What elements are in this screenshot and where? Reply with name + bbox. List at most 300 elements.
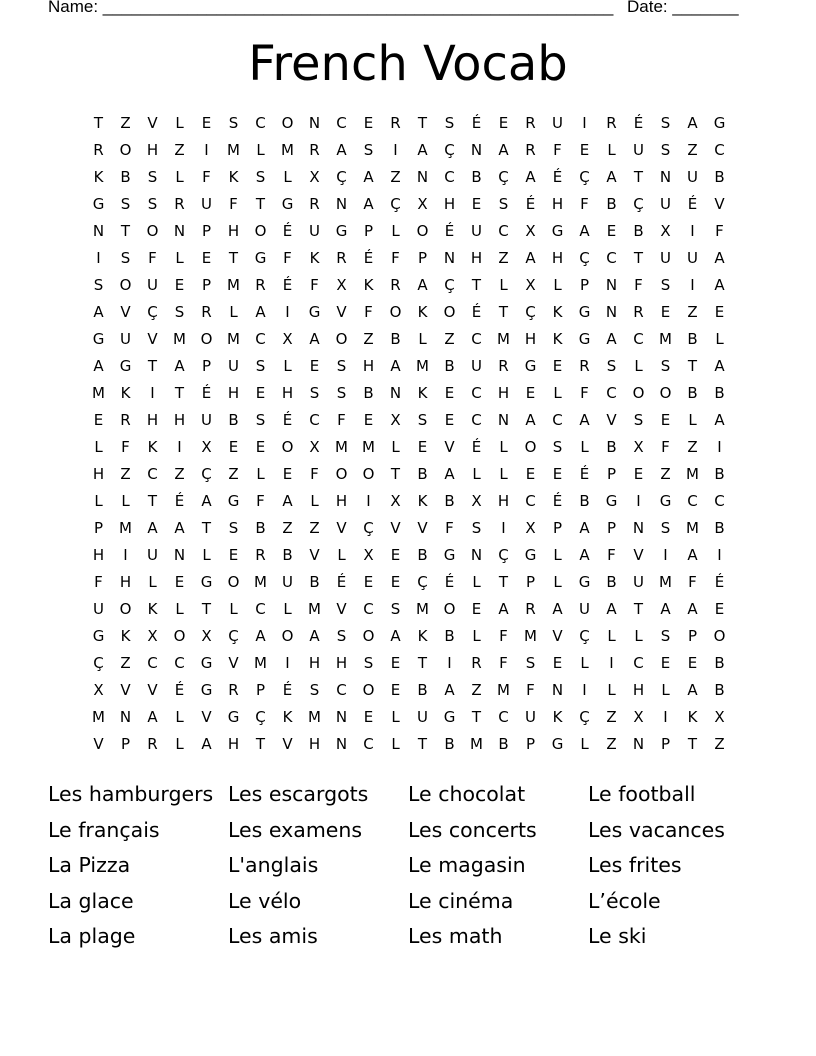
grid-letter: B [417,681,428,699]
grid-letter: Z [120,114,131,132]
grid-letter: S [93,276,104,294]
grid-letter: G [443,546,456,564]
grid-letter: A [174,519,185,537]
grid-letter: C [687,492,698,510]
grid-letter: G [578,303,591,321]
grid-letter: L [148,573,157,591]
grid-letter: E [255,438,266,456]
grid-letter: T [633,600,644,618]
word-list-item: Le cinéma [408,888,514,913]
grid-letter: I [501,519,506,537]
grid-letter: C [552,411,563,429]
grid-letter: T [147,492,158,510]
grid-letter: E [525,465,536,483]
grid-letter: G [551,222,564,240]
grid-letter: L [229,600,238,618]
grid-letter: X [282,330,293,348]
grid-letter: X [363,546,374,564]
grid-letter: E [390,546,401,564]
grid-letter: P [201,357,212,375]
grid-letter: S [471,519,482,537]
grid-letter: V [336,303,347,321]
grid-letter: Z [687,303,698,321]
grid-letter: N [632,519,645,537]
grid-letter: É [714,573,725,591]
grid-letter: O [335,465,348,483]
grid-letter: S [660,276,671,294]
grid-letter: E [660,411,671,429]
grid-letter: S [498,195,509,213]
grid-letter: M [308,708,321,726]
grid-letter: M [308,600,321,618]
grid-letter: C [471,384,482,402]
grid-letter: R [255,546,266,564]
grid-letter: Ç [228,627,239,645]
grid-row [85,164,733,191]
grid-row [85,515,733,542]
grid-letter: U [417,708,428,726]
grid-row [85,542,733,569]
grid-letter: U [579,600,590,618]
grid-letter: E [93,411,104,429]
grid-letter: O [119,600,132,618]
grid-letter: I [204,141,209,159]
grid-letter: V [147,330,158,348]
grid-letter: Z [390,168,401,186]
grid-letter: N [551,681,564,699]
grid-letter: A [201,492,212,510]
grid-letter: T [633,249,644,267]
grid-letter: U [687,168,698,186]
grid-letter: E [498,114,509,132]
grid-letter: E [363,114,374,132]
grid-letter: P [660,735,671,753]
grid-letter: B [417,546,428,564]
word-list-item: Les frites [588,853,682,878]
grid-letter: A [390,627,401,645]
grid-letter: E [363,708,374,726]
grid-letter: Ç [93,654,104,672]
grid-letter: P [417,249,428,267]
grid-letter: Ç [201,465,212,483]
grid-row [85,137,733,164]
grid-letter: F [229,195,238,213]
grid-letter: X [525,276,536,294]
grid-letter: A [444,681,455,699]
grid-letter: E [228,546,239,564]
grid-letter: A [579,222,590,240]
grid-letter: E [552,654,563,672]
grid-letter: P [363,222,374,240]
grid-letter: É [687,195,698,213]
grid-letter: C [363,735,374,753]
grid-letter: S [660,627,671,645]
grid-letter: L [472,573,481,591]
grid-letter: C [498,222,509,240]
word-list-item: Les concerts [408,817,537,842]
grid-letter: E [390,654,401,672]
grid-letter: G [551,735,564,753]
grid-letter: E [687,654,698,672]
grid-letter: A [714,276,725,294]
grid-row [85,272,733,299]
grid-letter: E [363,573,374,591]
grid-letter: Z [660,465,671,483]
grid-letter: A [147,708,158,726]
grid-letter: N [659,168,672,186]
grid-letter: T [201,519,212,537]
grid-letter: C [309,411,320,429]
grid-letter: N [335,195,348,213]
grid-letter: Ç [363,519,374,537]
grid-letter: L [175,600,184,618]
grid-row [85,380,733,407]
grid-letter: S [606,357,617,375]
grid-letter: K [417,384,428,402]
grid-row [85,326,733,353]
grid-letter: T [120,222,131,240]
grid-letter: R [498,357,509,375]
grid-letter: E [552,357,563,375]
header-line [48,0,748,21]
grid-letter: E [579,141,590,159]
grid-letter: A [93,357,104,375]
grid-letter: F [580,384,589,402]
grid-letter: V [336,600,347,618]
grid-letter: O [443,600,456,618]
grid-letter: G [200,573,213,591]
grid-letter: A [687,681,698,699]
grid-letter: R [525,600,536,618]
grid-letter: C [174,654,185,672]
grid-letter: S [336,627,347,645]
grid-letter: G [443,708,456,726]
grid-letter: S [363,654,374,672]
grid-letter: L [391,438,400,456]
grid-letter: B [282,546,293,564]
grid-letter: K [228,168,239,186]
grid-letter: H [227,222,240,240]
grid-letter: O [713,627,726,645]
word-list-item: Le ski [588,924,647,949]
grid-letter: G [659,492,672,510]
grid-letter: I [150,384,155,402]
grid-letter: A [687,546,698,564]
grid-letter: X [660,222,671,240]
word-list-item: Les escargots [228,782,369,806]
grid-letter: F [688,573,697,591]
grid-letter: M [659,573,672,591]
grid-letter: M [416,357,429,375]
grid-letter: V [336,519,347,537]
grid-row [85,569,733,596]
grid-letter: I [663,546,668,564]
grid-letter: T [687,735,698,753]
grid-letter: O [200,330,213,348]
grid-letter: E [525,384,536,402]
grid-letter: E [660,303,671,321]
grid-letter: M [524,627,537,645]
grid-letter: F [202,168,211,186]
grid-letter: L [283,168,292,186]
grid-letter: A [498,141,509,159]
grid-letter: C [444,168,455,186]
grid-letter: F [310,465,319,483]
grid-letter: R [525,114,536,132]
grid-letter: M [686,465,699,483]
grid-letter: Ç [255,708,266,726]
grid-letter: H [227,384,240,402]
grid-letter: L [256,141,265,159]
grid-letter: B [714,681,725,699]
grid-letter: L [121,492,130,510]
grid-letter: L [472,465,481,483]
grid-letter: K [417,627,428,645]
grid-letter: U [228,357,239,375]
grid-letter: H [497,384,510,402]
grid-letter: E [471,600,482,618]
grid-letter: S [552,438,563,456]
grid-letter: F [283,249,292,267]
grid-letter: F [607,546,616,564]
grid-letter: F [337,411,346,429]
grid-letter: G [578,573,591,591]
grid-letter: G [227,492,240,510]
grid-letter: S [228,519,239,537]
grid-letter: I [582,681,587,699]
grid-letter: K [687,708,698,726]
grid-letter: Z [282,519,293,537]
grid-letter: M [335,438,348,456]
grid-letter: X [336,276,347,294]
grid-letter: B [309,573,320,591]
grid-letter: G [578,330,591,348]
grid-letter: R [471,654,482,672]
grid-letter: K [552,708,563,726]
grid-letter: U [93,600,104,618]
grid-letter: B [579,492,590,510]
grid-letter: S [228,114,239,132]
grid-letter: T [471,276,482,294]
grid-letter: L [634,357,643,375]
grid-row [85,461,733,488]
grid-letter: R [309,141,320,159]
grid-letter: K [282,708,293,726]
grid-letter: U [282,573,293,591]
grid-letter: Z [471,681,482,699]
grid-letter: P [120,735,131,753]
grid-letter: H [497,492,510,510]
grid-letter: N [335,735,348,753]
grid-letter: Ç [498,168,509,186]
grid-letter: P [606,519,617,537]
grid-letter: F [661,438,670,456]
grid-letter: V [417,519,428,537]
word-list-item: Les math [408,924,503,949]
grid-letter: I [285,303,290,321]
grid-letter: Z [606,735,617,753]
grid-letter: É [579,465,590,483]
grid-letter: E [606,222,617,240]
grid-letter: T [498,573,509,591]
grid-letter: F [391,249,400,267]
grid-letter: E [714,600,725,618]
grid-letter: A [282,492,293,510]
grid-letter: É [552,168,563,186]
grid-letter: S [390,600,401,618]
grid-letter: L [715,330,724,348]
grid-letter: N [416,168,429,186]
grid-letter: F [364,303,373,321]
grid-letter: R [201,303,212,321]
grid-letter: E [444,384,455,402]
grid-letter: K [417,303,428,321]
grid-letter: T [174,384,185,402]
grid-letter: S [633,411,644,429]
grid-letter: B [417,465,428,483]
grid-letter: É [471,303,482,321]
grid-letter: R [120,411,131,429]
grid-letter: V [120,681,131,699]
grid-letter: T [93,114,104,132]
grid-letter: N [605,303,618,321]
grid-letter: B [444,627,455,645]
grid-letter: R [579,357,590,375]
grid-letter: B [606,195,617,213]
grid-letter: E [444,411,455,429]
grid-letter: S [525,654,536,672]
grid-letter: Z [174,141,185,159]
grid-letter: S [255,411,266,429]
grid-letter: X [417,195,428,213]
grid-letter: L [499,276,508,294]
grid-letter: U [660,249,671,267]
grid-letter: V [201,708,212,726]
grid-letter: M [92,708,105,726]
word-list-item: Le football [588,782,696,806]
grid-letter: G [92,330,105,348]
grid-letter: V [606,411,617,429]
grid-letter: V [147,681,158,699]
grid-letter: X [309,438,320,456]
grid-letter: L [229,303,238,321]
grid-letter: S [174,303,185,321]
grid-letter: I [582,114,587,132]
grid-letter: É [444,573,455,591]
grid-letter: A [660,600,671,618]
grid-letter: H [281,384,294,402]
grid-letter: C [633,330,644,348]
grid-letter: B [255,519,266,537]
grid-letter: A [606,600,617,618]
grid-letter: M [227,141,240,159]
grid-letter: B [606,438,617,456]
grid-letter: H [443,195,456,213]
grid-letter: L [580,654,589,672]
grid-letter: C [336,114,347,132]
grid-letter: Z [120,465,131,483]
grid-letter: H [308,735,321,753]
grid-letter: L [499,438,508,456]
grid-letter: S [120,195,131,213]
grid-letter: L [94,438,103,456]
grid-letter: A [525,168,536,186]
grid-letter: Ç [444,141,455,159]
grid-row [85,110,733,137]
grid-letter: Ç [579,708,590,726]
grid-letter: O [443,303,456,321]
grid-letter: T [417,654,428,672]
grid-letter: L [553,573,562,591]
grid-letter: I [717,438,722,456]
grid-letter: O [281,114,294,132]
grid-row [85,407,733,434]
grid-letter: U [147,276,158,294]
grid-letter: H [362,357,375,375]
word-list-item: Le vélo [228,888,302,913]
grid-letter: L [175,168,184,186]
grid-letter: I [636,492,641,510]
grid-letter: O [146,222,159,240]
grid-letter: R [174,195,185,213]
grid-letter: É [471,438,482,456]
grid-letter: X [714,708,725,726]
grid-letter: X [633,438,644,456]
grid-letter: Ç [444,276,455,294]
grid-letter: L [418,330,427,348]
grid-letter: A [444,465,455,483]
grid-letter: Ç [390,195,401,213]
grid-letter: C [471,330,482,348]
word-list-item: La Pizza [48,853,131,878]
grid-letter: Z [687,141,698,159]
grid-letter: B [471,168,482,186]
grid-letter: R [309,195,320,213]
grid-letter: G [335,222,348,240]
grid-letter: H [92,546,105,564]
grid-row [85,596,733,623]
grid-letter: F [553,141,562,159]
grid-letter: É [363,249,374,267]
grid-letter: A [336,141,347,159]
grid-letter: L [337,546,346,564]
grid-letter: H [632,681,645,699]
grid-letter: V [93,735,104,753]
word-list [48,777,768,955]
grid-letter: M [497,330,510,348]
grid-letter: A [255,627,266,645]
grid-letter: B [444,357,455,375]
grid-letter: É [282,222,293,240]
grid-row [85,650,733,677]
grid-letter: E [363,411,374,429]
grid-letter: C [336,681,347,699]
grid-letter: S [147,168,158,186]
grid-letter: T [228,249,239,267]
grid-letter: T [390,465,401,483]
grid-letter: C [147,654,158,672]
grid-letter: Ç [579,249,590,267]
grid-letter: E [660,654,671,672]
grid-letter: L [580,735,589,753]
grid-letter: M [254,573,267,591]
grid-letter: I [177,438,182,456]
grid-letter: K [417,492,428,510]
grid-letter: H [119,573,132,591]
grid-letter: L [175,735,184,753]
grid-letter: O [524,438,537,456]
grid-letter: L [310,492,319,510]
